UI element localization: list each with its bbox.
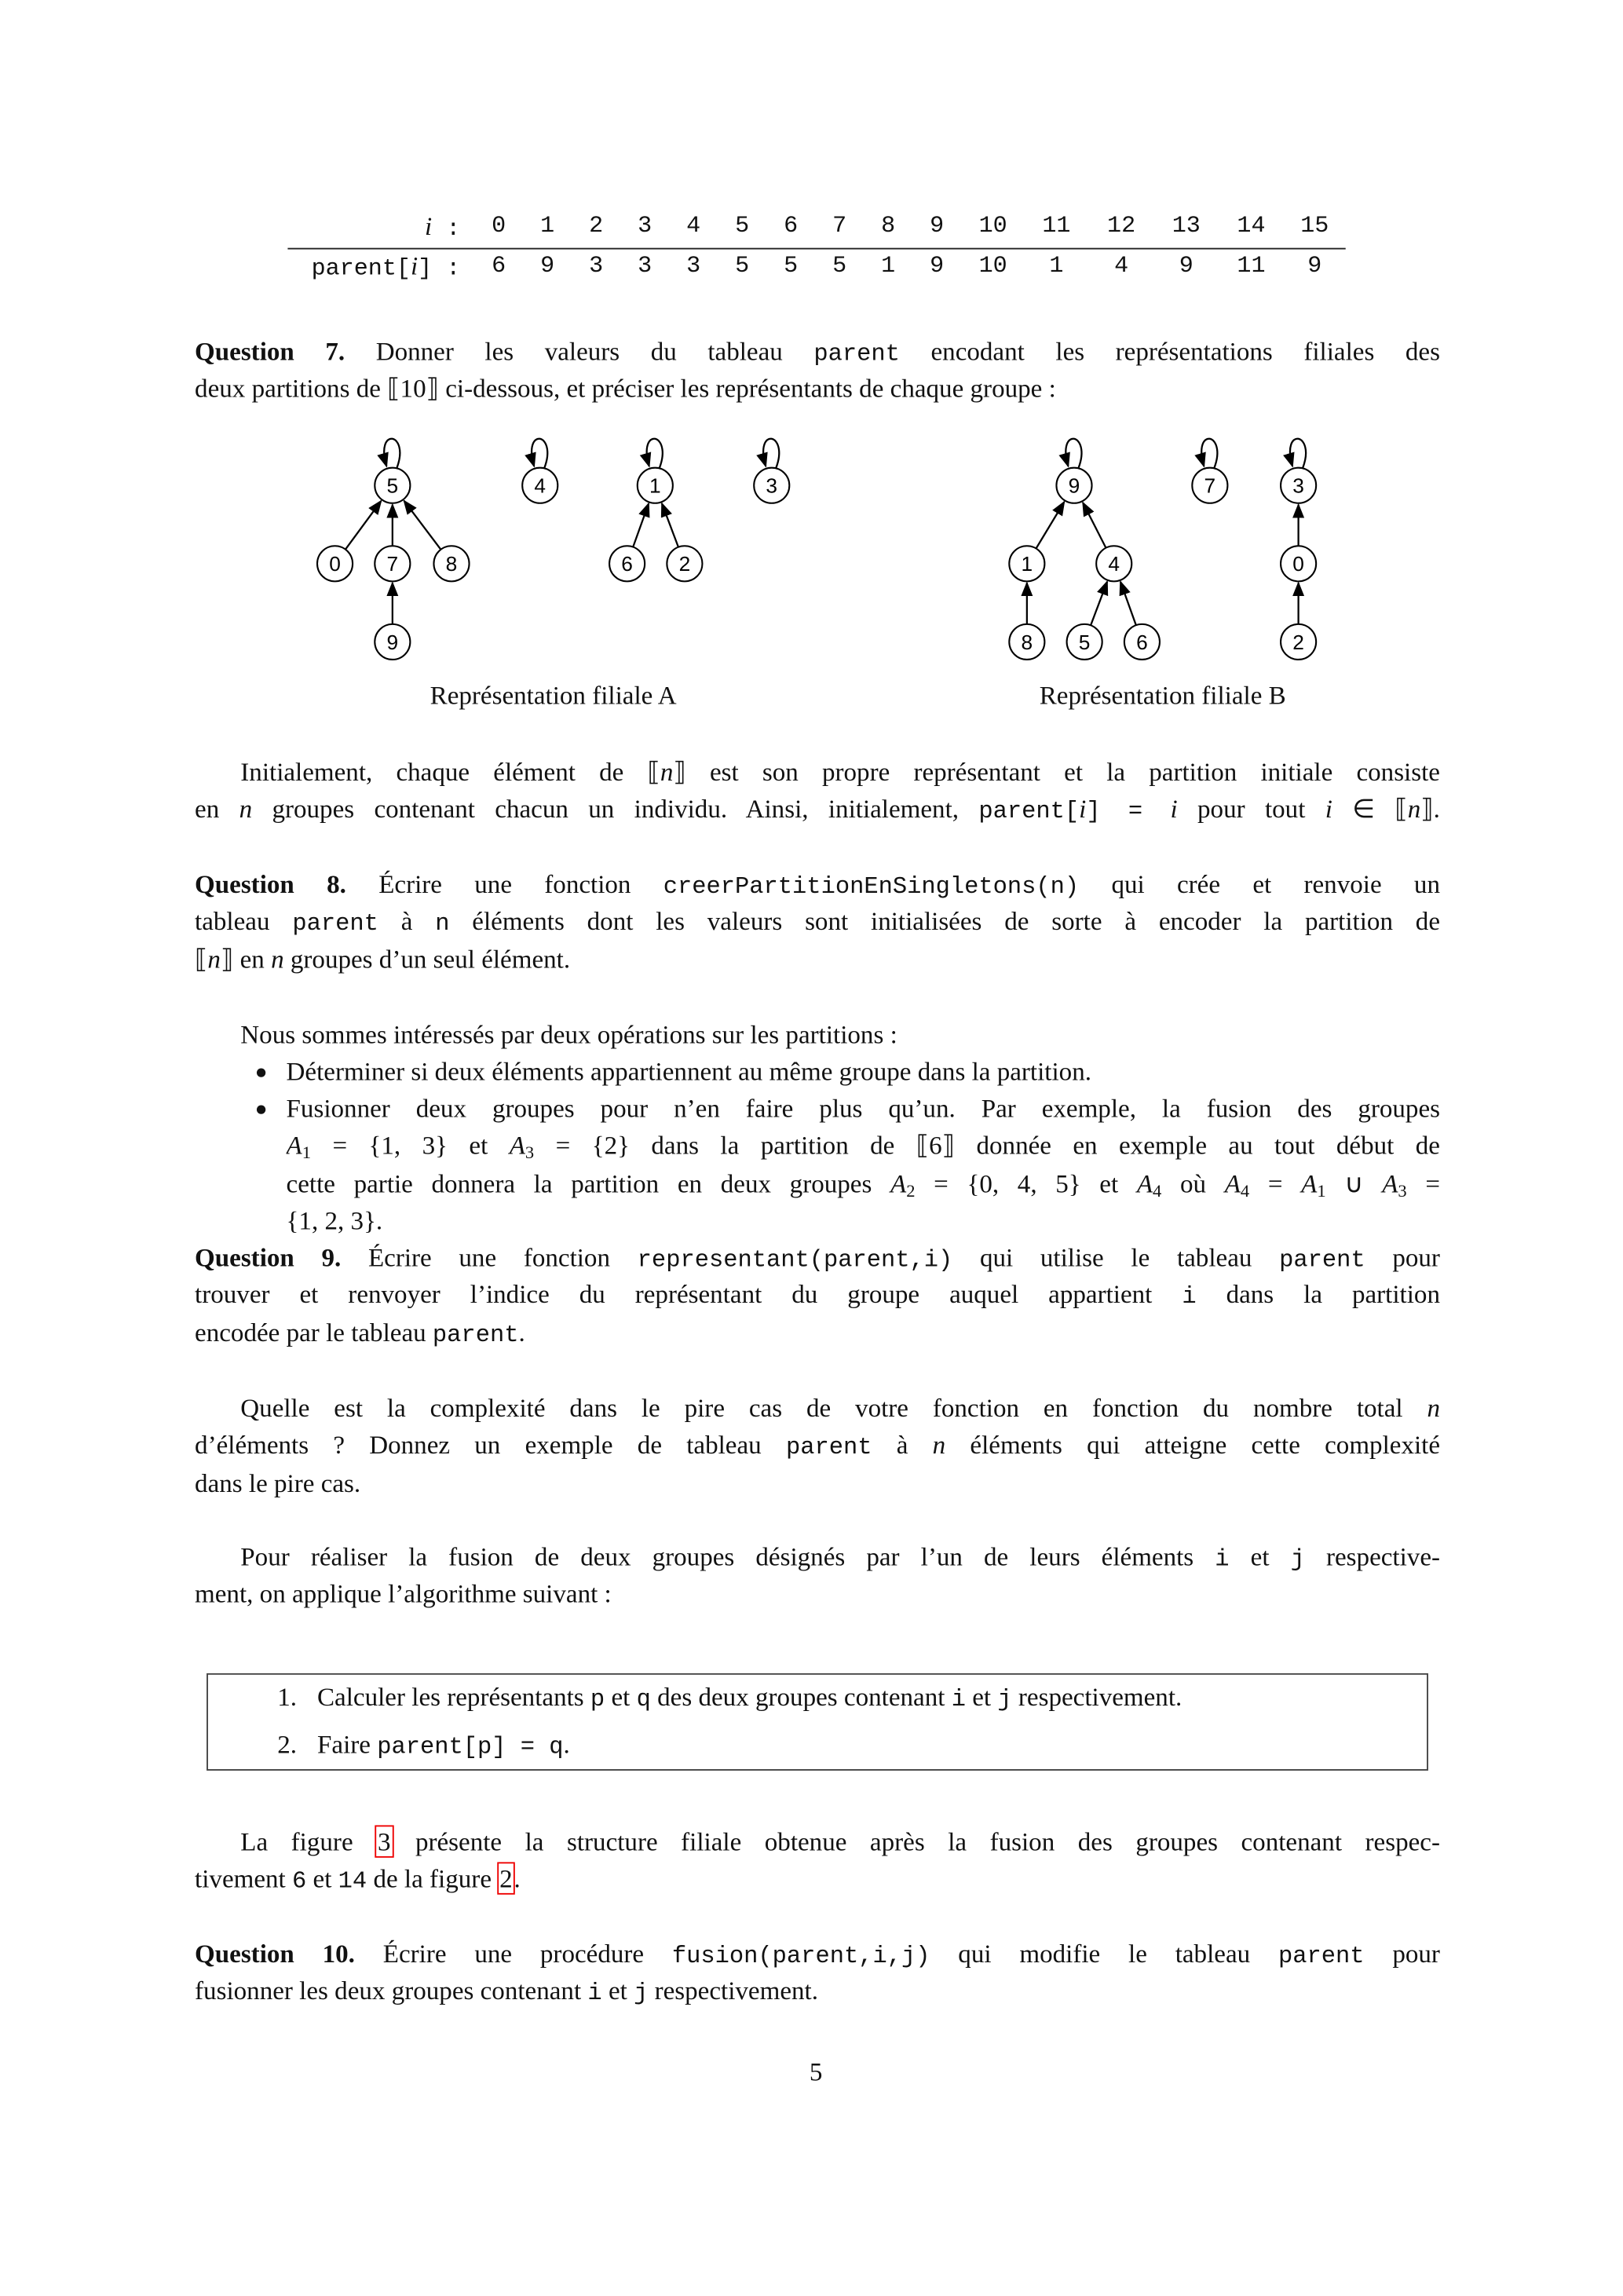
text-run: pour tout	[1177, 794, 1325, 824]
table-cell: 3	[638, 252, 652, 280]
text-line	[287, 1128, 1440, 1165]
table-cell: 5	[832, 252, 847, 280]
text-run: = {2} dans la partition de ⟦6⟧ donnée en exemple au tout début de	[534, 1130, 1441, 1161]
step-number: 2.	[277, 1729, 298, 1760]
question-label: Question 8.	[195, 868, 346, 899]
graph-node-label: 3	[766, 473, 778, 498]
graph-node-label: 0	[329, 552, 341, 576]
question-label: Question 9.	[195, 1242, 342, 1272]
text-run: et	[1229, 1541, 1291, 1572]
text-run: A	[890, 1168, 907, 1198]
table-cell: 3	[686, 252, 701, 280]
graph-node-label: 1	[649, 473, 661, 498]
code-text: parent	[432, 1321, 519, 1348]
text-line	[287, 1091, 1440, 1128]
text-run: n	[932, 1430, 946, 1460]
graph-node-label: 2	[1292, 630, 1304, 654]
table-cell: 10	[978, 252, 1007, 280]
text-run: en	[195, 794, 239, 824]
text-run: tableau	[195, 906, 293, 936]
code-text: parent	[813, 341, 900, 367]
text-run: encodée par le tableau	[195, 1317, 433, 1347]
self-loop-arrow	[532, 439, 547, 468]
table-cell: 5	[784, 252, 799, 280]
text-line	[195, 1277, 1440, 1314]
text-run: Quelle est la complexité dans le pire cas de votre fonction en fonction du nombre total	[240, 1392, 1427, 1423]
text-run: A	[1224, 1168, 1241, 1198]
text-run: Nous sommes intéressés par deux opérations sur les partitions :	[240, 1019, 897, 1050]
text-run: cette partie donnera la partition en deux groupes	[286, 1168, 891, 1198]
graph-node-label: 7	[386, 552, 399, 576]
edge-arrow	[633, 503, 649, 547]
text-run: ∈ ⟦	[1332, 794, 1408, 824]
code-text: parent	[292, 910, 378, 938]
edge-arrow	[1083, 503, 1106, 548]
question-9	[195, 1239, 1440, 1351]
text-line	[195, 1576, 1440, 1614]
paragraph-fusion-intro	[195, 1539, 1440, 1614]
text-run: 4	[1240, 1179, 1250, 1201]
text-line	[195, 1017, 1440, 1055]
text-run: 4	[1153, 1179, 1162, 1201]
text-line	[195, 1936, 1440, 1973]
text-line	[195, 1973, 1440, 2011]
edge-arrow	[1120, 582, 1136, 625]
text-run: A	[1301, 1168, 1318, 1198]
text-run: .	[563, 1729, 570, 1760]
text-run: à	[872, 1430, 933, 1460]
self-loop-arrow	[1066, 439, 1081, 468]
text-run: =	[1249, 1168, 1302, 1198]
table-cell: 1	[881, 252, 896, 280]
table-cell: 12	[1107, 212, 1136, 239]
question-label: Question 10.	[195, 1939, 355, 1969]
text-run: n	[1427, 1392, 1441, 1423]
text-run: {1, 2, 3}.	[286, 1205, 383, 1235]
text-run: et	[601, 1976, 634, 2006]
graph-node-label: 0	[1292, 552, 1304, 576]
text-run: dans la partition	[1196, 1279, 1441, 1310]
table-cell: 4	[1114, 252, 1129, 280]
edge-arrow	[345, 501, 381, 550]
text-run: groupes contenant chacun un individu. Ainsi, initialement,	[252, 794, 979, 824]
code-text: creerPartitionEnSingletons(n)	[663, 873, 1080, 901]
text-run: ⟧ en	[220, 943, 272, 974]
parent-var: i	[410, 250, 419, 281]
text-run: La figure	[240, 1826, 377, 1856]
code-text: i	[951, 1686, 966, 1713]
text-run: trouver et renvoyer l’indice du représentant du groupe auquel appartient	[195, 1279, 1183, 1310]
question-8	[195, 866, 1440, 978]
text-run: pour	[1365, 1242, 1440, 1272]
text-run: éléments dont les valeurs sont initialisées de sorte à encoder la partition de	[449, 906, 1441, 936]
question-10	[195, 1936, 1440, 2010]
caption-a: Représentation filiale A	[430, 680, 677, 710]
table-cell: 3	[589, 252, 604, 280]
text-run: A	[1136, 1168, 1153, 1198]
graph-node-label: 1	[1021, 552, 1033, 576]
self-loop-arrow	[384, 439, 400, 468]
code-text: 6	[292, 1868, 307, 1896]
text-run: n	[660, 756, 674, 787]
edge-arrow	[404, 501, 441, 550]
table-cell: 5	[735, 252, 750, 280]
bullet-icon	[257, 1105, 265, 1113]
code-text: 14	[338, 1868, 367, 1896]
table-cell: 14	[1237, 212, 1266, 239]
text-run: n	[239, 794, 253, 824]
graph-node-label: 7	[1204, 473, 1216, 498]
table-cell: 11	[1042, 212, 1071, 239]
text-run: encodant les représentations filiales des	[899, 336, 1440, 367]
text-run: présente la structure filiale obtenue après la fusion des groupes contenant respec-	[392, 1826, 1440, 1856]
code-text: representant(parent,i)	[637, 1246, 953, 1274]
text-line	[195, 1428, 1440, 1465]
text-run: tivement	[195, 1863, 293, 1894]
table-cell: 9	[1179, 252, 1193, 280]
text-run: n	[1407, 794, 1421, 824]
text-run: 3	[1398, 1179, 1407, 1201]
text-run: groupes d’un seul élément.	[283, 943, 571, 974]
paragraph-operations	[195, 1017, 1440, 1055]
text-run: respective-	[1304, 1541, 1441, 1572]
graph-node-label: 4	[1108, 552, 1120, 576]
text-line	[195, 1861, 1440, 1899]
table-cell: 15	[1300, 212, 1329, 239]
text-run: 1	[302, 1142, 312, 1164]
text-run: Écrire une procédure	[354, 1939, 672, 1969]
table-cell: 3	[638, 212, 652, 239]
table-cell: 2	[589, 212, 604, 239]
text-run: qui utilise le tableau	[952, 1242, 1280, 1272]
self-loop-arrow	[763, 439, 779, 468]
table-cell: 9	[540, 252, 555, 280]
text-line	[195, 1390, 1440, 1428]
text-run: .	[514, 1863, 521, 1894]
text-line	[195, 904, 1440, 941]
self-loop-arrow	[1290, 439, 1306, 468]
code-text: fusion(parent,i,j)	[671, 1943, 930, 1970]
parent-suffix: ] :	[418, 255, 461, 282]
text-line	[195, 792, 1440, 829]
code-text: n	[435, 910, 450, 938]
text-run: A	[509, 1130, 525, 1161]
text-line	[195, 866, 1440, 904]
text-run: .	[518, 1317, 525, 1347]
text-run: A	[286, 1130, 302, 1161]
text-run: 3	[525, 1142, 535, 1164]
code-text: p	[590, 1686, 605, 1713]
text-run: n	[207, 943, 221, 974]
text-run: éléments qui atteigne cette complexité	[945, 1430, 1441, 1460]
text-run: = {1, 3} et	[311, 1130, 510, 1161]
text-run: Écrire une fonction	[341, 1242, 638, 1272]
text-line	[277, 1679, 1413, 1717]
table-cell: 4	[686, 212, 701, 239]
page-number: 5	[809, 2057, 823, 2087]
table-cell: 9	[1307, 252, 1322, 280]
text-run: et	[965, 1682, 998, 1712]
text-run: 1	[1317, 1179, 1326, 1201]
edge-arrow	[1091, 582, 1107, 626]
text-run: ⟧ est son propre représentant et la partition initiale consiste	[673, 756, 1440, 787]
text-run: ∪	[1325, 1168, 1383, 1198]
text-run: Calculer les représentants	[317, 1682, 590, 1712]
table-cell: 9	[930, 212, 945, 239]
step-number: 1.	[277, 1682, 298, 1712]
graph-node-label: 5	[386, 473, 399, 498]
graph-node-label: 4	[534, 473, 546, 498]
code-text: parent[p] = q	[377, 1734, 564, 1761]
code-text: ] =	[1086, 799, 1171, 825]
text-run: ment, on applique l’algorithme suivant :	[195, 1579, 612, 1609]
graph-node-label: 6	[621, 552, 633, 576]
text-run: où	[1161, 1168, 1225, 1198]
code-text: i	[1215, 1546, 1230, 1574]
table-cell: 1	[540, 212, 555, 239]
self-loop-arrow	[1201, 439, 1217, 468]
graph-node-label: 6	[1136, 630, 1148, 654]
text-line	[287, 1165, 1440, 1203]
table-cell: 10	[978, 212, 1007, 239]
text-line	[195, 941, 1440, 978]
text-run: respectivement.	[648, 1976, 818, 2006]
graph-node-label: 3	[1292, 473, 1304, 498]
code-text: parent	[785, 1435, 872, 1461]
self-loop-arrow	[647, 439, 663, 468]
text-run: Écrire une fonction	[345, 868, 663, 899]
colon: :	[446, 215, 461, 243]
text-run: = {0, 4, 5} et	[915, 1168, 1137, 1198]
code-text: q	[636, 1686, 651, 1713]
figure-link[interactable]: 3	[378, 1826, 391, 1856]
table-cell: 6	[492, 252, 506, 280]
text-run: Faire	[317, 1729, 378, 1760]
partition-graphs	[0, 0, 1623, 738]
bullet-item-1	[287, 1054, 1440, 1091]
table-cell: 0	[492, 212, 506, 239]
text-run: Donner les valeurs du tableau	[345, 336, 814, 367]
text-run: d’éléments ? Donnez un exemple de tableau	[195, 1430, 786, 1460]
parent-prefix: parent[	[311, 255, 411, 282]
text-run: ⟧.	[1420, 794, 1440, 824]
code-text: i	[587, 1980, 602, 2008]
text-run: pour	[1364, 1939, 1440, 1969]
text-run: i	[1170, 794, 1178, 824]
bullet-item-2	[287, 1091, 1440, 1240]
graph-node-label: 8	[1021, 630, 1033, 654]
i-var: i	[424, 210, 433, 241]
figure-link[interactable]: 2	[499, 1863, 513, 1894]
code-text: parent	[1279, 1246, 1365, 1274]
table-cell: 13	[1172, 212, 1201, 239]
text-line	[277, 1727, 1413, 1764]
paragraph-figure	[195, 1824, 1440, 1899]
text-run: i	[1325, 794, 1332, 824]
table-cell: 11	[1237, 252, 1266, 280]
code-text: j	[1290, 1546, 1305, 1574]
text-run: deux partitions de ⟦10⟧ ci-dessous, et préciser les représentants de chaque groupe :	[195, 373, 1056, 404]
text-run: ⟦	[195, 943, 208, 974]
text-run: n	[271, 943, 284, 974]
text-run: Pour réaliser la fusion de deux groupes désignés par l’un de leurs éléments	[240, 1541, 1215, 1572]
caption-b: Représentation filiale B	[1039, 680, 1286, 710]
text-run: dans le pire cas.	[195, 1467, 361, 1497]
edge-arrow	[1036, 502, 1065, 548]
text-line	[195, 1824, 1440, 1862]
text-run: et	[306, 1863, 338, 1894]
code-text: parent[	[978, 799, 1080, 825]
graph-node-label: 8	[445, 552, 458, 576]
text-run: =	[1406, 1168, 1441, 1198]
text-line	[195, 1314, 1440, 1352]
paragraph-complexity	[195, 1390, 1440, 1502]
edge-arrow	[662, 503, 678, 547]
graph-node-label: 2	[678, 552, 691, 576]
text-line	[287, 1202, 1440, 1240]
graph-node-label: 5	[1078, 630, 1091, 654]
text-run: Fusionner deux groupes pour n’en faire plus qu’un. Par exemple, la fusion des groupes	[286, 1093, 1441, 1123]
table-cell: 8	[881, 212, 896, 239]
text-line	[195, 754, 1440, 792]
algorithm-steps	[277, 1679, 1413, 1764]
table-cell: 9	[930, 252, 945, 280]
text-line	[195, 1239, 1440, 1277]
text-run: respectivement.	[1011, 1682, 1183, 1712]
text-run: Initialement, chaque élément de ⟦	[240, 756, 660, 787]
paragraph-initialisation	[195, 754, 1440, 828]
table-cell: 1	[1049, 252, 1064, 280]
text-run: qui modifie le tableau	[930, 1939, 1278, 1969]
bullet-icon	[257, 1068, 265, 1077]
code-text: parent	[1278, 1943, 1365, 1970]
text-line	[287, 1054, 1440, 1091]
code-text: j	[634, 1980, 649, 2008]
text-run: à	[378, 906, 436, 936]
text-line	[195, 1539, 1440, 1577]
text-run: Déterminer si deux éléments appartiennent au même groupe dans la partition.	[286, 1056, 1092, 1087]
text-run: i	[1079, 794, 1087, 824]
question-label: Question 7.	[195, 336, 345, 367]
text-run: et	[605, 1682, 637, 1712]
text-line	[195, 1464, 1440, 1502]
text-run: A	[1382, 1168, 1398, 1198]
code-text: j	[997, 1686, 1012, 1713]
table-cell: 5	[735, 212, 750, 239]
code-text: i	[1182, 1284, 1197, 1311]
text-run: de la figure	[367, 1863, 499, 1894]
table-cell: 6	[784, 212, 799, 239]
text-run: des deux groupes contenant	[650, 1682, 952, 1712]
table-cell: 7	[832, 212, 847, 239]
text-run: fusionner les deux groupes contenant	[195, 1976, 588, 2006]
graph-node-label: 9	[1068, 473, 1080, 498]
text-run: 2	[906, 1179, 916, 1201]
text-run: qui crée et renvoie un	[1079, 868, 1441, 899]
graph-node-label: 9	[386, 630, 399, 654]
